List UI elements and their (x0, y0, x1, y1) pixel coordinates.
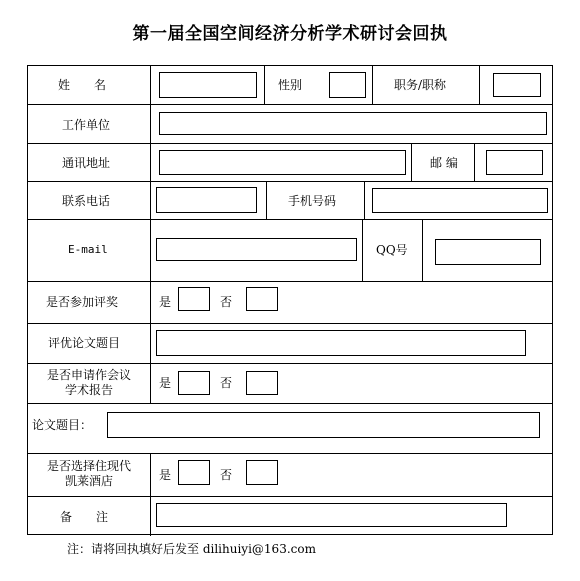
cell-divider (479, 66, 480, 104)
report-label (28, 368, 150, 398)
qq-label: QQ号 (376, 243, 408, 257)
mobile-field[interactable] (372, 188, 548, 213)
row-divider (28, 104, 552, 105)
cell-divider (264, 66, 265, 104)
postcode-field[interactable] (486, 150, 543, 175)
cell-divider (411, 143, 412, 181)
hotel-label (28, 459, 150, 489)
cell-divider (266, 181, 267, 219)
report-no-checkbox[interactable] (246, 371, 278, 395)
reply-form (27, 65, 553, 535)
hotel-yes-checkbox[interactable] (178, 460, 210, 485)
mobile-label: 手机号码 (288, 194, 337, 208)
phone-field[interactable] (156, 187, 257, 213)
award-paper-label: 评优论文题目 (48, 336, 121, 350)
remark-field[interactable] (156, 503, 507, 527)
gender-field[interactable] (329, 72, 366, 98)
row-divider (28, 363, 552, 364)
award-yes-checkbox[interactable] (178, 287, 210, 311)
report-label-line2: 学术报告 (64, 383, 113, 397)
row-divider (28, 281, 552, 282)
qq-field[interactable] (435, 239, 541, 265)
cell-divider (372, 66, 373, 104)
paper-title-field[interactable] (107, 412, 540, 438)
name-label: 姓 名 (58, 78, 107, 92)
position-field[interactable] (493, 73, 541, 97)
form-title: 第一届全国空间经济分析学术研讨会回执 (132, 24, 448, 44)
hotel-label-line2: 凯莱酒店 (64, 474, 113, 488)
label-column-divider (150, 453, 151, 536)
report-yes-checkbox[interactable] (178, 371, 210, 395)
hotel-label-line1: 是否选择住现代 (46, 459, 131, 473)
email-label: E-mail (68, 243, 108, 256)
hotel-yes-label: 是 (159, 468, 172, 482)
paper-title-label: 论文题目： (32, 418, 93, 432)
email-field[interactable] (156, 238, 357, 261)
gender-label: 性别 (278, 78, 303, 92)
cell-divider (474, 143, 475, 181)
name-field[interactable] (159, 72, 257, 98)
row-divider (28, 219, 552, 220)
footer-note: 注：请将回执填好后发至 dilihuiyi@163.com (67, 542, 316, 556)
work-unit-label: 工作单位 (62, 118, 111, 132)
phone-label: 联系电话 (62, 194, 111, 208)
award-no-checkbox[interactable] (246, 287, 278, 311)
hotel-no-checkbox[interactable] (246, 460, 278, 485)
award-paper-field[interactable] (156, 330, 526, 356)
label-column-divider (150, 66, 151, 403)
work-unit-field[interactable] (159, 112, 547, 135)
row-divider (28, 323, 552, 324)
award-yes-label: 是 (159, 295, 172, 309)
row-divider (28, 453, 552, 454)
cell-divider (362, 219, 363, 281)
row-divider (28, 496, 552, 497)
address-field[interactable] (159, 150, 406, 175)
address-label: 通讯地址 (62, 156, 111, 170)
row-divider (28, 403, 552, 404)
cell-divider (422, 219, 423, 281)
report-yes-label: 是 (159, 376, 172, 390)
award-no-label: 否 (220, 295, 233, 309)
report-no-label: 否 (220, 376, 233, 390)
postcode-label: 邮 编 (430, 156, 458, 170)
row-divider (28, 181, 552, 182)
hotel-no-label: 否 (220, 468, 233, 482)
remark-label: 备 注 (60, 510, 109, 524)
report-label-line1: 是否申请作会议 (46, 368, 131, 382)
award-label: 是否参加评奖 (46, 295, 119, 309)
cell-divider (364, 181, 365, 219)
position-label: 职务/职称 (394, 78, 447, 92)
